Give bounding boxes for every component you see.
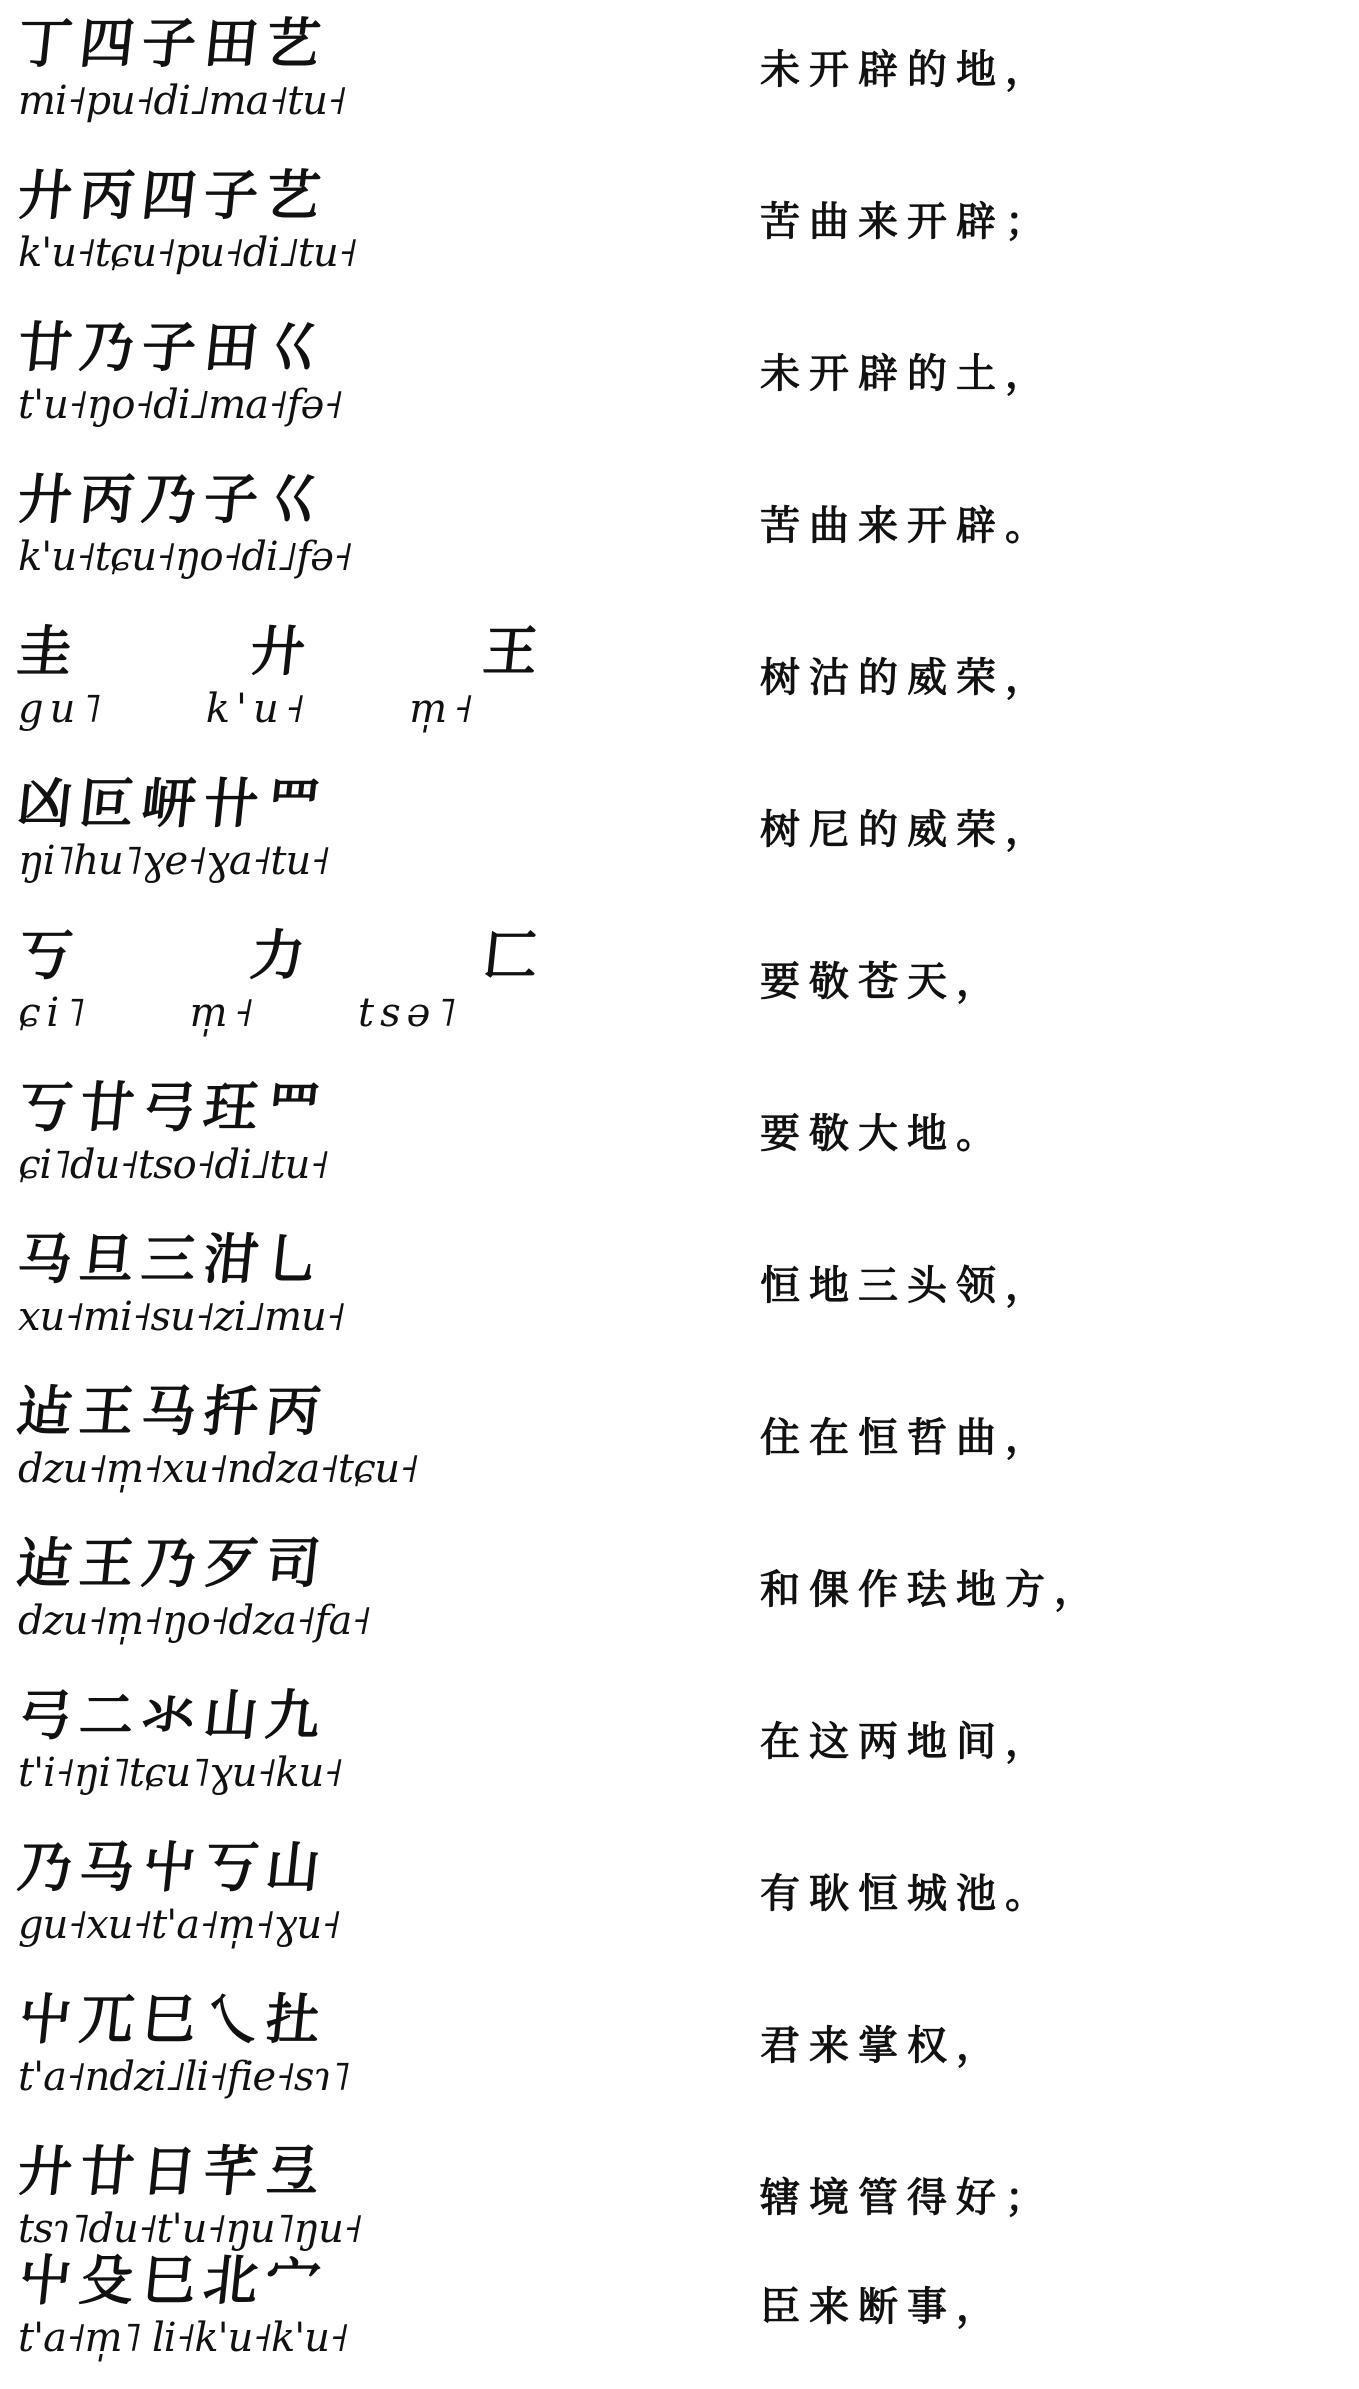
yi-script-block xyxy=(14,1834,448,1959)
romanization-text: k'u˧tɕu˧pu˧di˩tu˧ xyxy=(18,230,357,276)
verse-line xyxy=(0,1824,1359,1976)
verse-line xyxy=(0,1216,1359,1368)
romanization-text: t'u˧ŋo˧di˩ma˧fə˧ xyxy=(18,382,342,428)
romanization-text: ŋi˥hu˥ɣe˧ɣa˧tu˧ xyxy=(18,838,329,884)
verse-line xyxy=(0,0,1359,152)
chinese-translation: 在这两地间， xyxy=(760,1719,1054,1765)
yi-script-text: 屮殳巳北宀 xyxy=(14,2248,332,2312)
chinese-translation: 住在恒哲曲， xyxy=(760,1415,1054,1461)
chinese-translation: 苦曲来开辟； xyxy=(760,199,1054,245)
romanization-text: t'i˧ŋi˥tɕu˥ɣu˧ku˧ xyxy=(18,1750,343,1796)
chinese-translation: 要敬大地。 xyxy=(760,1111,1005,1157)
yi-script-text: 马旦三泔乚 xyxy=(14,1227,332,1291)
chinese-translation: 苦曲来开辟。 xyxy=(760,503,1054,549)
verse-line xyxy=(0,152,1359,304)
yi-script-text: 凶叵岍卄罒 xyxy=(14,771,332,835)
verse-line xyxy=(0,456,1359,608)
verse-line xyxy=(0,2237,1359,2389)
yi-script-block xyxy=(14,1986,448,2111)
romanization-text: gu˥ k'u˧ m̩˧ xyxy=(18,686,479,732)
yi-script-text: 丂廿弓玨罒 xyxy=(14,1075,332,1139)
yi-script-block xyxy=(14,314,448,439)
verse-line xyxy=(0,760,1359,912)
chinese-translation: 树沽的威荣， xyxy=(760,655,1054,701)
romanization-text: ɕi˥ m̩˧ tsə˥ xyxy=(18,990,463,1036)
romanization-text: t'a˧m̩˥ li˧k'u˧k'u˧ xyxy=(18,2315,348,2361)
yi-script-block xyxy=(14,1378,448,1503)
chinese-translation: 要敬苍天， xyxy=(760,959,1005,1005)
verse-line xyxy=(0,912,1359,1064)
yi-script-text: 乃马屮丂山 xyxy=(14,1835,332,1899)
yi-script-text: 廾丙乃子巜 xyxy=(14,467,332,531)
romanization-text: xu˧mi˧su˧zi˩mu˧ xyxy=(18,1294,345,1340)
yi-script-text: 屮兀巳乀扗 xyxy=(14,1987,332,2051)
verse-line xyxy=(0,608,1359,760)
yi-script-block xyxy=(14,1530,448,1655)
yi-script-block xyxy=(14,2247,448,2372)
romanization-text: dzu˧m̩˧ŋo˧dza˧fa˧ xyxy=(18,1598,371,1644)
chinese-translation: 有耿恒城池。 xyxy=(760,1871,1054,1917)
romanization-text: ɕi˥du˧tso˧di˩tu˧ xyxy=(18,1142,329,1188)
yi-script-block xyxy=(14,1682,448,1807)
yi-script-block xyxy=(14,770,448,895)
yi-script-block xyxy=(14,1226,448,1351)
yi-script-text: 弓二氺山九 xyxy=(14,1683,332,1747)
chinese-translation: 未开辟的土， xyxy=(760,351,1054,397)
yi-script-text: 廿乃子田巜 xyxy=(14,315,332,379)
yi-script-block xyxy=(14,922,621,1047)
yi-script-text: 廾丙四子艺 xyxy=(14,163,332,227)
yi-script-block xyxy=(14,1074,448,1199)
yi-script-text: 丂 力 匚 xyxy=(14,923,621,987)
verse-line xyxy=(0,1064,1359,1216)
chinese-translation: 树尼的威荣， xyxy=(760,807,1054,853)
yi-script-text: 廾廿日芊弖 xyxy=(14,2139,332,2203)
chinese-translation: 和倮作珐地方， xyxy=(760,1567,1103,1613)
romanization-text: t'a˧ndzi˩li˧fie˧sɿ˥ xyxy=(18,2054,350,2100)
yi-script-block xyxy=(14,466,448,591)
chinese-translation: 臣来断事， xyxy=(760,2284,1005,2330)
yi-script-block xyxy=(14,162,448,287)
romanization-text: tsɿ˥du˧t'u˧ŋu˥ŋu˧ xyxy=(18,2206,362,2252)
romanization-text: gu˧xu˧t'a˧m̩˧ɣu˧ xyxy=(18,1902,340,1948)
verse-line xyxy=(0,1976,1359,2128)
romanization-text: mi˧pu˧di˩ma˧tu˧ xyxy=(18,78,346,124)
yi-script-text: 丁四子田艺 xyxy=(14,11,332,75)
chinese-translation: 辖境管得好； xyxy=(760,2175,1054,2221)
verse-line xyxy=(0,304,1359,456)
yi-script-text: 迠王乃歹司 xyxy=(14,1531,332,1595)
romanization-text: dzu˧m̩˧xu˧ndza˧tɕu˧ xyxy=(18,1446,418,1492)
chinese-translation: 君来掌权， xyxy=(760,2023,1005,2069)
romanization-text: k'u˧tɕu˧ŋo˧di˩fə˧ xyxy=(18,534,352,580)
verse-line xyxy=(0,1520,1359,1672)
yi-script-block xyxy=(14,618,621,743)
yi-script-text: 迠王马扦丙 xyxy=(14,1379,332,1443)
yi-script-block xyxy=(14,10,448,135)
verse-line xyxy=(0,1672,1359,1824)
yi-script-text: 圭 廾 王 xyxy=(14,619,621,683)
chinese-translation: 未开辟的地， xyxy=(760,47,1054,93)
verse-line xyxy=(0,1368,1359,1520)
chinese-translation: 恒地三头领， xyxy=(760,1263,1054,1309)
